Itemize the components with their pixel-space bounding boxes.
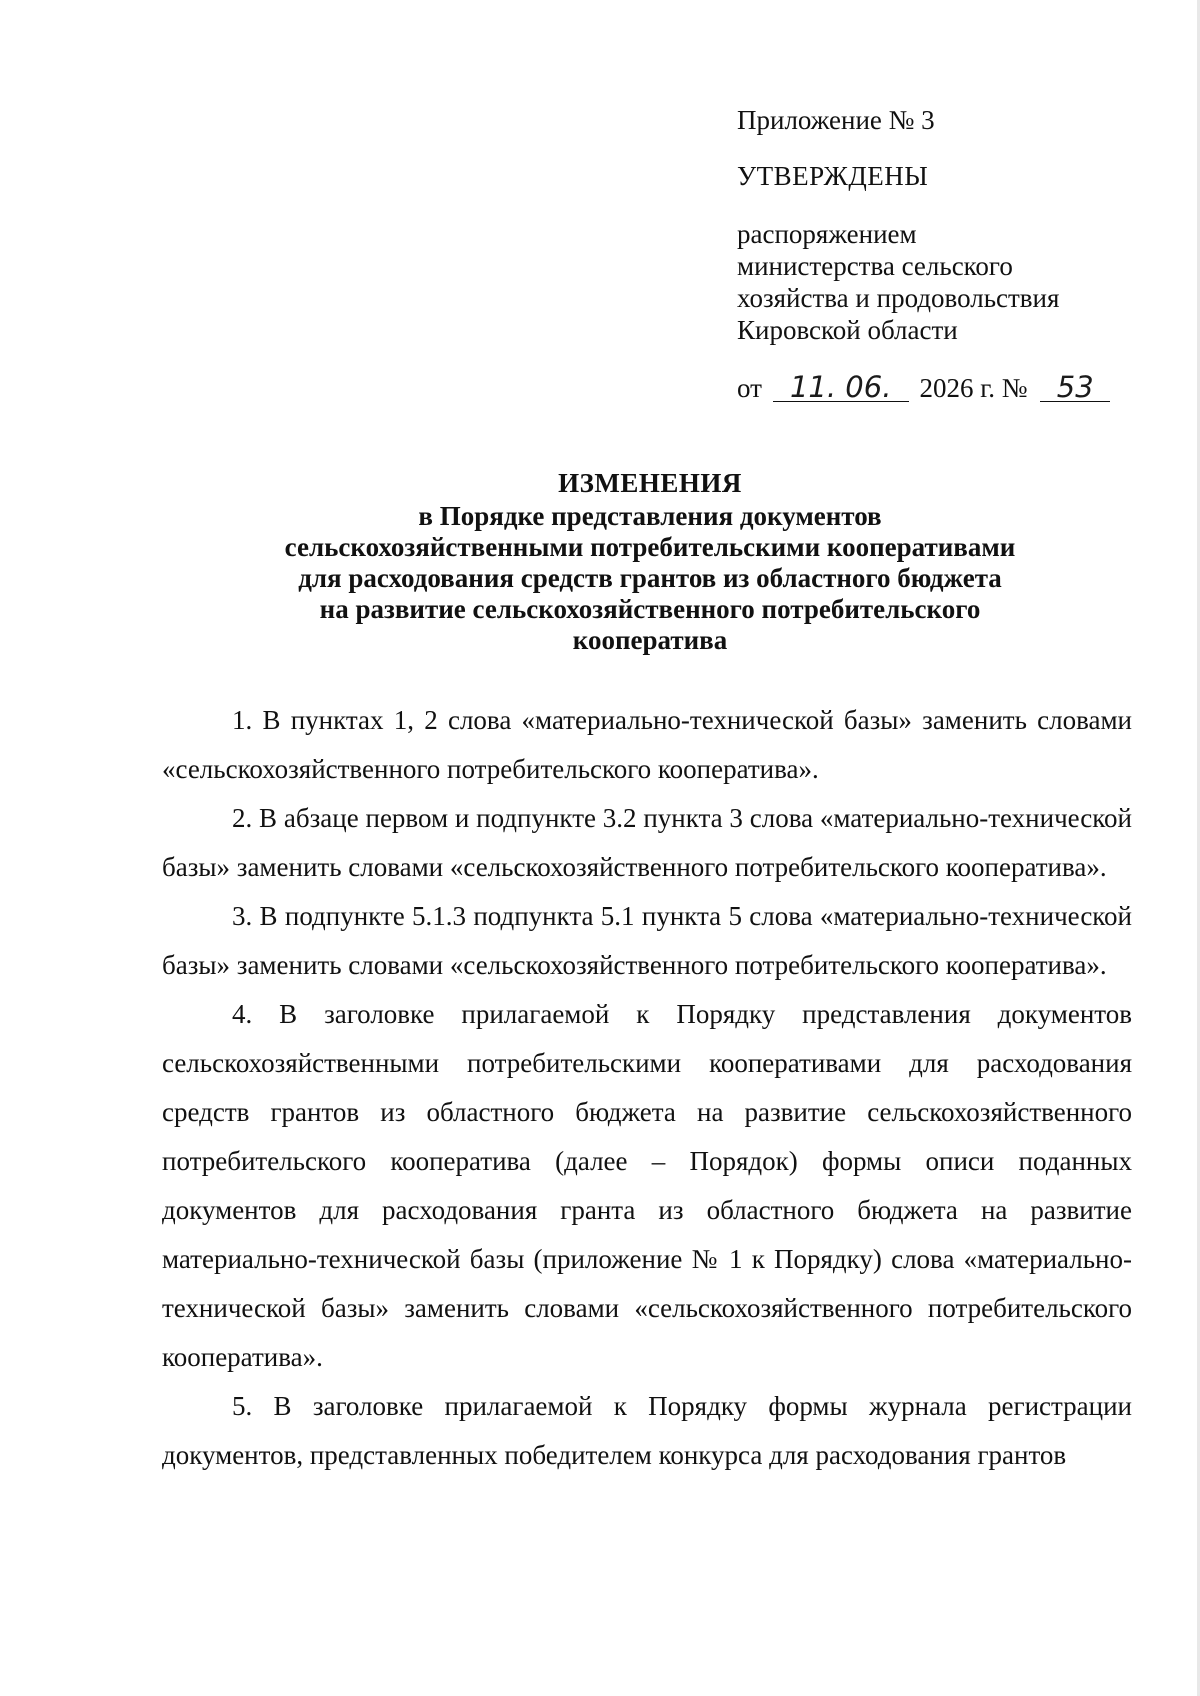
- document-body: [162, 696, 1132, 1480]
- title-line: в Порядке представления документов: [418, 501, 882, 531]
- year-and-number-label: 2026 г. №: [919, 373, 1028, 403]
- approval-block: [737, 104, 1157, 404]
- title-line: кооператива: [572, 625, 728, 655]
- title-line: на развитие сельскохозяйственного потребительского: [319, 594, 981, 624]
- approval-basis: [737, 218, 1157, 346]
- amendment-item-4: 4. В заголовке прилагаемой к Порядку представления документов сельскохозяйственными потребительскими кооперативами для расходования средств грантов из областного бюджета на развитие сельскохозяйственного потребительского кооператива (далее – Порядок) формы описи поданных документов для расходования гранта из областного бюджета на развитие материально-технической базы (приложение № 1 к Порядку) слова «материально-технической базы» заменить словами «сельскохозяйственного потребительского кооператива».: [162, 999, 1132, 1372]
- amendment-item-1: 1. В пунктах 1, 2 слова «материально-технической базы» заменить словами «сельскохозяйственного потребительского кооператива».: [162, 705, 1132, 784]
- document-title: [160, 468, 1140, 656]
- title-main: ИЗМЕНЕНИЯ: [558, 468, 742, 498]
- date-prefix: от: [737, 373, 762, 403]
- approval-date-line: [737, 372, 1157, 404]
- basis-line: хозяйства и продовольствия: [737, 283, 1060, 313]
- handwritten-date: 11. 06.: [773, 373, 909, 402]
- title-line: для расходования средств грантов из областного бюджета: [298, 563, 1002, 593]
- basis-line: министерства сельского: [737, 251, 1013, 281]
- title-line: сельскохозяйственными потребительскими кооперативами: [284, 532, 1016, 562]
- amendment-item-3: 3. В подпункте 5.1.3 подпункта 5.1 пункта 5 слова «материально-технической базы» заменить словами «сельскохозяйственного потребительского кооператива».: [162, 901, 1132, 980]
- basis-line: Кировской области: [737, 315, 958, 345]
- handwritten-number: 53: [1040, 373, 1110, 402]
- approved-stamp-text: УТВЕРЖДЕНЫ: [737, 161, 929, 191]
- amendment-item-5: 5. В заголовке прилагаемой к Порядку формы журнала регистрации документов, представленных победителем конкурса для расходования грантов: [162, 1391, 1132, 1470]
- annex-number: Приложение № 3: [737, 105, 935, 135]
- basis-line: распоряжением: [737, 219, 917, 249]
- amendment-item-2: 2. В абзаце первом и подпункте 3.2 пункта 3 слова «материально-технической базы» заменить словами «сельскохозяйственного потребительского кооператива».: [162, 803, 1132, 882]
